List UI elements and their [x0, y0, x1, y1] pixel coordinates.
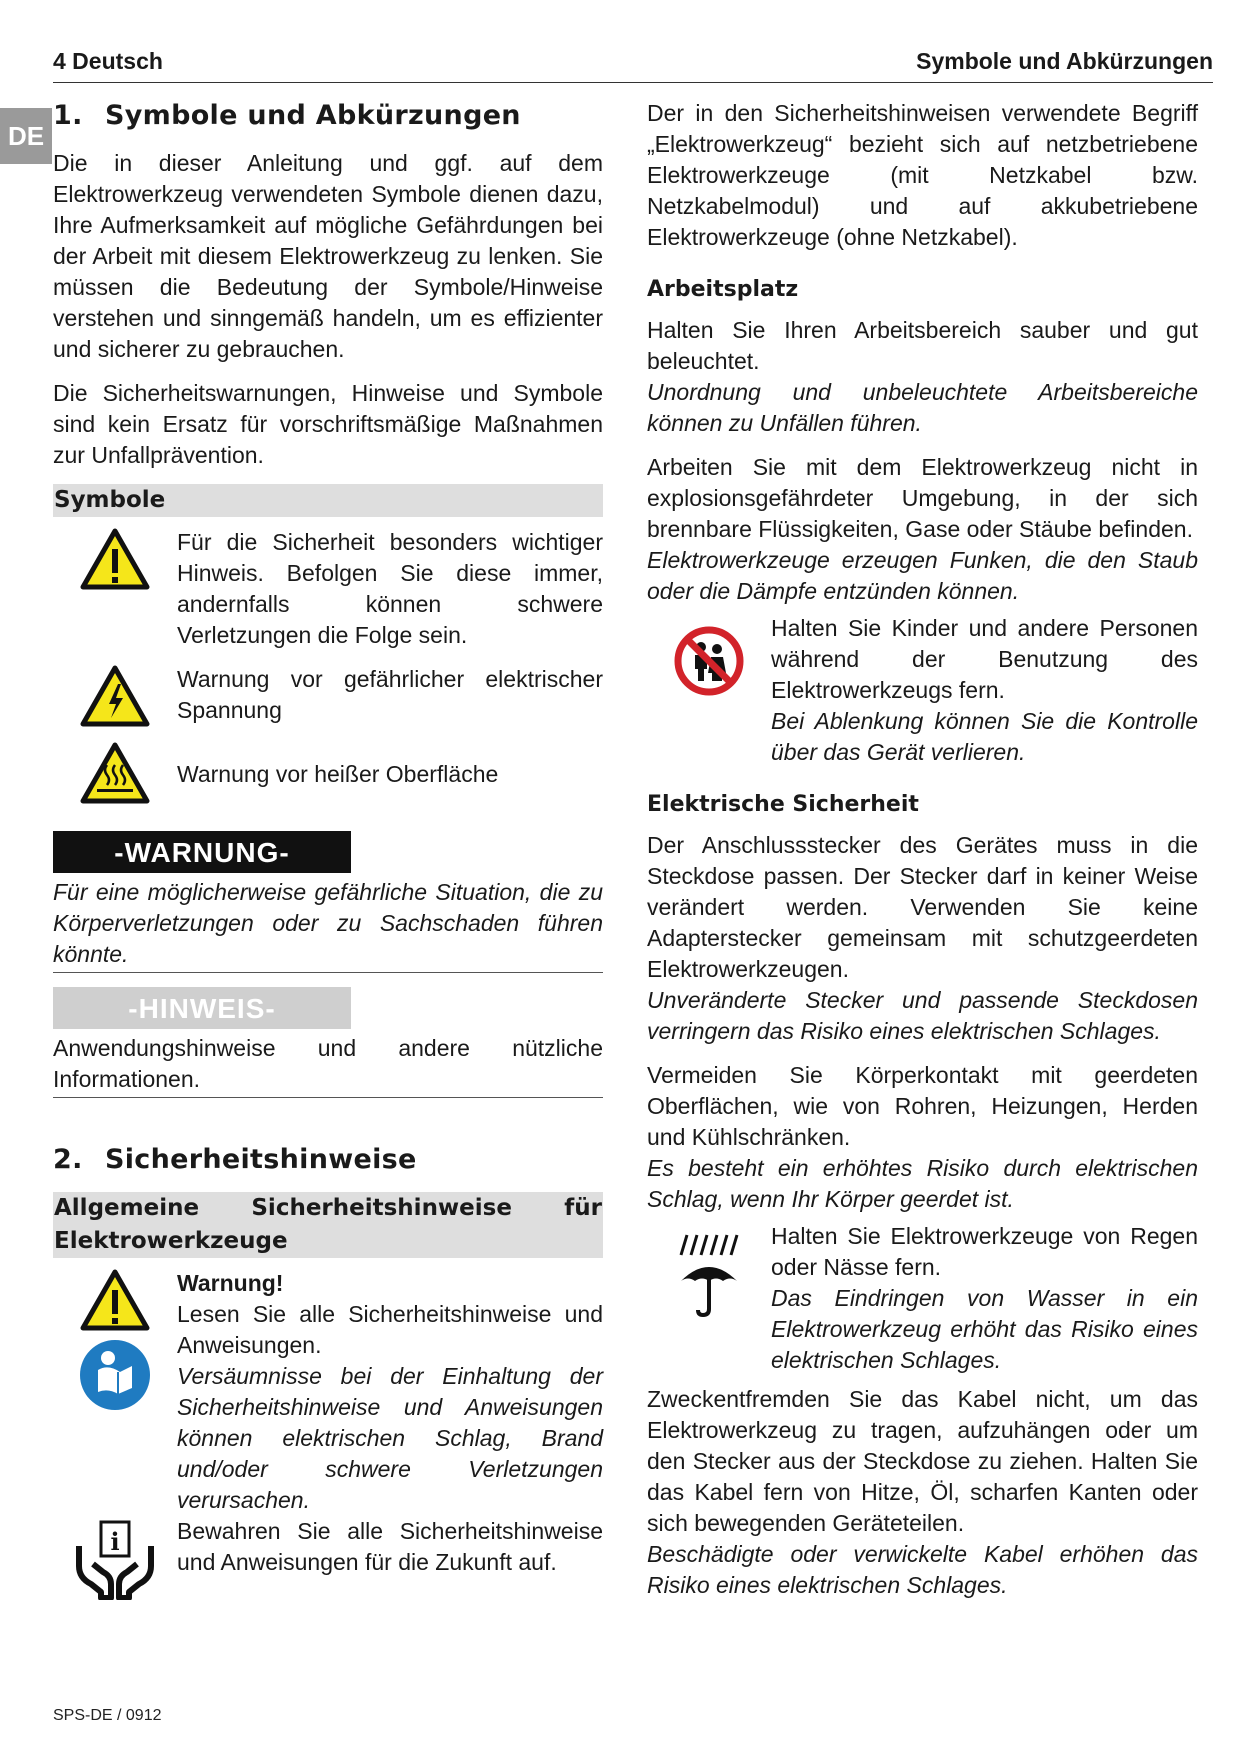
elektrisch-p2: Vermeiden Sie Körperkontakt mit geerdeten Oberflächen, wie von Rohren, Heizungen, Herden und Kühlschränken. — [647, 1062, 1198, 1150]
divider — [53, 1097, 603, 1098]
section-2-title: Sicherheitshinweise — [105, 1144, 417, 1175]
section-2-number: 2. — [53, 1144, 83, 1175]
right-column — [647, 98, 1198, 1614]
svg-text:i: i — [110, 1527, 120, 1556]
keep-dry-icon — [673, 1231, 745, 1323]
symbol-text-voltage: Warnung vor gefährlicher elektrischer Spannung — [177, 666, 603, 723]
arbeitsplatz-p1: Halten Sie Ihren Arbeitsbereich sauber und gut beleuchtet. — [647, 317, 1198, 374]
warnung-label: -WARNUNG- — [53, 831, 351, 873]
symbol-row-hot — [53, 741, 603, 805]
elektrisch-p3-italic: Beschädigte oder verwickelte Kabel erhöhen das Risiko eines elektrischen Schlages. — [647, 1541, 1198, 1598]
elektrische-sicherheit-heading: Elektrische Sicherheit — [647, 792, 919, 817]
header-title: Symbole und Abkürzungen — [916, 48, 1213, 74]
kids-text: Halten Sie Kinder und andere Personen während der Benutzung des Elektrowerkzeugs fern. — [771, 615, 1198, 703]
rain-text: Halten Sie Elektrowerkzeuge von Regen oder Nässe fern. — [771, 1223, 1198, 1280]
arbeitsplatz-p2: Arbeiten Sie mit dem Elektrowerkzeug nicht in explosionsgefährdeter Umgebung, in der sich brennbare Flüssigkeiten, Gase oder Stäube befinden. — [647, 454, 1198, 542]
elektrisch-p1: Der Anschlussstecker des Gerätes muss in die Steckdose passen. Der Stecker darf in keiner Weise verändert werden. Verwenden Sie keine Adapterstecker gemeinsam mit schutzgeerdeten Elektrowerkzeugen. — [647, 832, 1198, 982]
divider — [53, 972, 603, 973]
header-section: 4 Deutsch — [53, 48, 163, 74]
keep-instructions-row — [53, 1516, 603, 1600]
hot-surface-icon — [79, 741, 151, 805]
symbol-row-warning — [53, 527, 603, 651]
keep-manual-icon — [73, 1516, 157, 1600]
footer-code: SPS-DE / 0912 — [53, 1707, 162, 1724]
keep-text: Bewahren Sie alle Sicherheitshinweise und Anweisungen für die Zukunft auf. — [177, 1518, 603, 1575]
electric-voltage-icon — [79, 664, 151, 728]
page-header — [53, 44, 1213, 83]
section-1-paragraph-1: Die in dieser Anleitung und ggf. auf dem Elektrowerkzeug verwendeten Symbole dienen dazu, Ihre Aufmerksamkeit auf mögliche Gefährdungen bei der Arbeit mit diesem Elektrowerkzeug zu lenken. Sie müssen die Bedeutung der Symbole/Hinweise verstehen und sinngemäß handeln, um es effizienter und sicherer zu gebrauchen. — [53, 150, 603, 362]
elektrisch-p3: Zweckentfremden Sie das Kabel nicht, um das Elektrowerkzeug zu tragen, aufzuhängen oder um den Stecker aus der Steckdose zu ziehen. Halten Sie das Kabel fern von Hitze, Öl, scharfen Kanten oder sich bewegenden Geräteteilen. — [647, 1386, 1198, 1536]
read-manual-icon — [78, 1338, 152, 1412]
hinweis-text: Anwendungshinweise und andere nützliche Informationen. — [53, 1035, 603, 1092]
section-1-heading — [53, 98, 603, 134]
rain-italic: Das Eindringen von Wasser in ein Elektrowerkzeug erhöht das Risiko eines elektrischen Schlages. — [771, 1285, 1198, 1373]
warning-triangle-icon — [79, 527, 151, 591]
arbeitsplatz-heading: Arbeitsplatz — [647, 277, 799, 302]
kids-italic: Bei Ablenkung können Sie die Kontrolle über das Gerät verlieren. — [771, 708, 1198, 765]
section-1-paragraph-2: Die Sicherheitswarnungen, Hinweise und Symbole sind kein Ersatz für vorschriftsmäßige Maßnahmen zur Unfallprävention. — [53, 380, 603, 468]
arbeitsplatz-p1-italic: Unordnung und unbeleuchtete Arbeitsbereiche können zu Unfällen führen. — [647, 379, 1198, 436]
section-1-title: Symbole und Abkürzungen — [105, 100, 521, 131]
arbeitsplatz-p2-italic: Elektrowerkzeuge erzeugen Funken, die den Staub oder die Dämpfe entzünden können. — [647, 547, 1198, 604]
elektrisch-p1-italic: Unveränderte Stecker und passende Steckdosen verringern das Risiko eines elektrischen Schlages. — [647, 987, 1198, 1044]
left-column — [53, 98, 603, 1613]
language-tab: DE — [0, 108, 52, 164]
warn-italic: Versäumnisse bei der Einhaltung der Sicherheitshinweise und Anweisungen können elektrischen Schlag, Brand und/oder schwere Verletzungen verursachen. — [177, 1363, 603, 1513]
symbole-heading: Symbole — [53, 484, 603, 517]
intro-paragraph: Der in den Sicherheitshinweisen verwendete Begriff „Elektrowerkzeug“ bezieht sich auf netzbetriebene Elektrowerkzeuge (mit Netzkabel bzw. Netzkabelmodul) und auf akkubetriebene Elektrowerkzeuge (ohne Netzkabel). — [647, 100, 1198, 250]
warnung-text: Für eine möglicherweise gefährliche Situation, die zu Körperverletzungen oder zu Sachschaden führen könnte. — [53, 879, 603, 967]
rain-row — [647, 1221, 1198, 1376]
warn-title: Warnung! — [177, 1270, 284, 1296]
no-children-icon — [673, 625, 745, 697]
warning-triangle-icon — [79, 1268, 151, 1332]
symbol-text-hot: Warnung vor heißer Oberfläche — [177, 761, 499, 787]
symbol-row-voltage — [53, 664, 603, 728]
section-2-heading — [53, 1142, 603, 1178]
read-instructions-row — [53, 1268, 603, 1516]
general-safety-heading: Allgemeine Sicherheitshinweise für Elektrowerkzeuge — [53, 1192, 603, 1258]
symbol-text-warning: Für die Sicherheit besonders wichtiger Hinweis. Befolgen Sie diese immer, andernfalls können schwere Verletzungen die Folge sein. — [177, 529, 603, 648]
keep-children-away-row — [647, 613, 1198, 768]
hinweis-label: -HINWEIS- — [53, 987, 351, 1029]
elektrisch-p2-italic: Es besteht ein erhöhtes Risiko durch elektrischen Schlag, wenn Ihr Körper geerdet ist. — [647, 1155, 1198, 1212]
warn-text: Lesen Sie alle Sicherheitshinweise und Anweisungen. — [177, 1301, 603, 1358]
section-1-number: 1. — [53, 100, 83, 131]
